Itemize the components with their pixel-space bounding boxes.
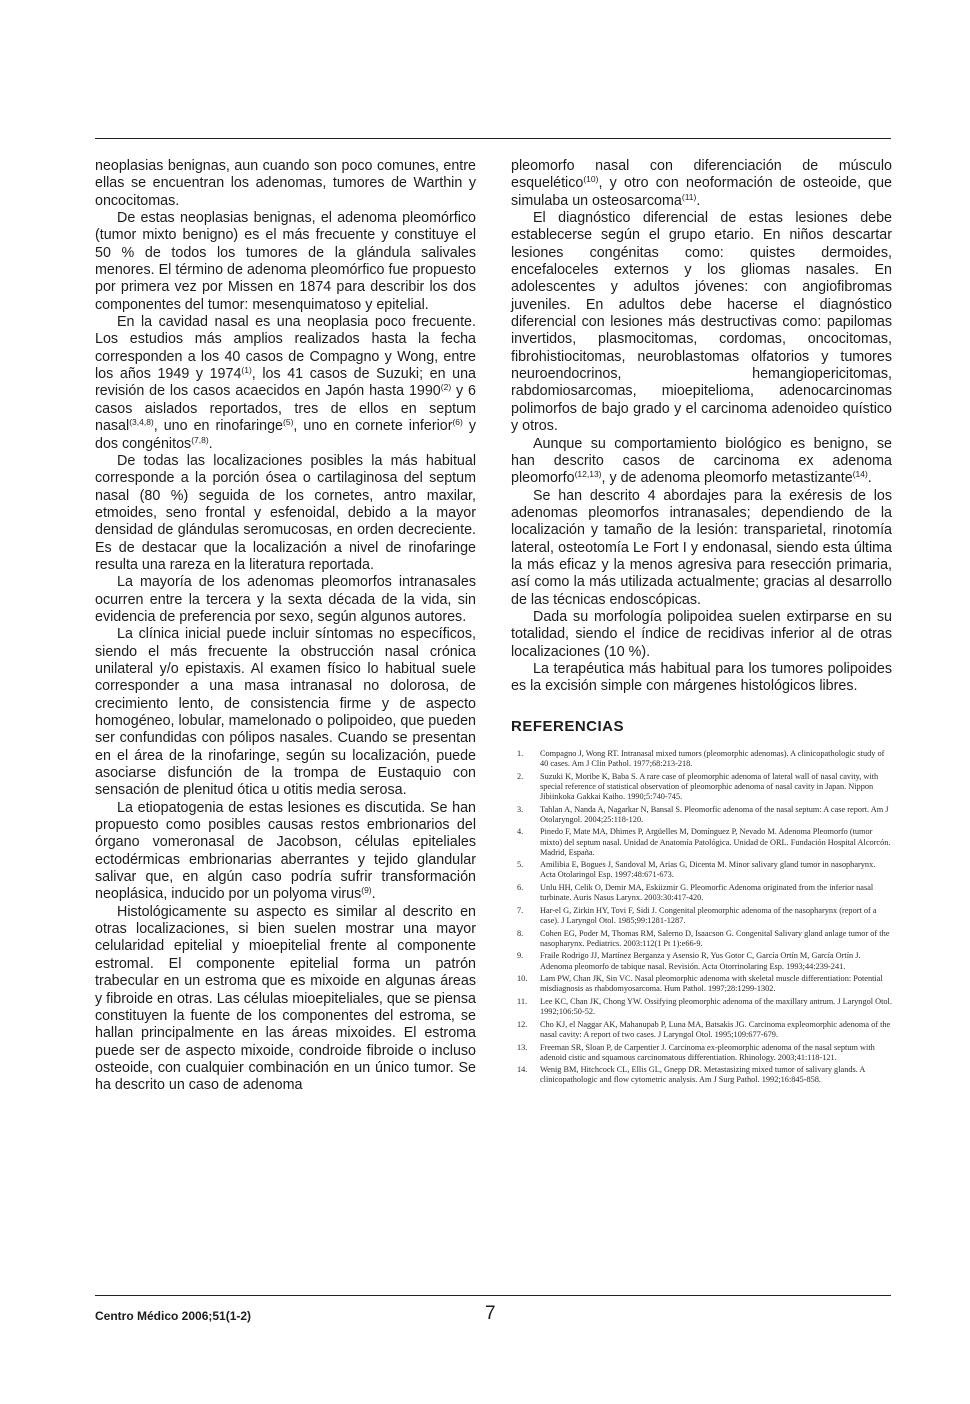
paragraph-text: En la cavidad nasal es una neoplasia poco frecuente. Los estudios más amplios realizados hasta la fecha corresponden a los 40 casos de Compagno y Wong, entre los años 1949 y 1974 <box>95 314 476 383</box>
reference-text: Unlu HH, Celik O, Demir MA, Eskiizmir G. Pleomorfic Adenoma originated from the inferior nasal turbinate. Auris Nasus Larynx. 2003:30:417-420. <box>540 883 874 903</box>
reference-item <box>511 929 892 949</box>
reference-item <box>511 997 892 1017</box>
citation: (1) <box>241 365 252 376</box>
reference-text: Har-el G, Zirkin HY, Tovi F, Sidi J. Congenital pleomorphic adenoma of the nasopharynx (report of a case). J Laryngol Otol. 1985;99:1281-1287. <box>540 905 877 925</box>
right-column <box>511 158 892 1088</box>
paragraph-text: , y otro con neoformación de osteoide, que simulaba un osteosarcoma <box>511 175 892 209</box>
paragraph-text: . <box>371 886 376 903</box>
paragraph-text: , uno en rinofaringe <box>153 418 284 435</box>
reference-item <box>511 860 892 880</box>
paragraph-text: . <box>696 192 701 209</box>
paragraph-text: La etiopatogenia de estas lesiones es discutida. Se han propuesto como posibles causas restos embrionarios del órgano vomeronasal de Jacobson, células epiteliales ectodérmicas embrionarias aberrantes y tejido glandular salivar que, en algún caso podría sufrir transformación neoplásica, inducido por un polyoma virus <box>95 799 476 903</box>
reference-number: 6. <box>517 883 524 893</box>
reference-text: Lam PW, Chan JK, Sin VC. Nasal pleomorphic adenoma with skeletal muscle differentiation: Potential misdiagnosis as rhabdomyosarcoma. Hum Pathol. 1997;28:1299-1302. <box>540 974 883 994</box>
paragraph-text: y 6 casos aislados reportados, tres de ellos en septum nasal <box>95 383 476 435</box>
paragraph-text: y dos congénitos <box>95 418 476 452</box>
reference-number: 1. <box>517 749 524 758</box>
citation: (5) <box>283 417 294 428</box>
paragraph: neoplasias benignas, aun cuando son poco comunes, entre ellas se encuentran los adenomas, tumores de Warthin y oncocitomas. <box>95 158 476 209</box>
paragraph: Histológicamente su aspecto es similar al descrito en otras localizaciones, si bien suelen mostrar una mayor celularidad epitelial y mioepitelial frente al componente estromal. El componente epitelial forma un patrón trabecular en un estroma que es mixoide en algunas áreas y fibroide en otras. Las células mioepiteliales, que se piensa constituyen la fuente de los componentes del estroma, se hallan principalmente en las áreas mixoides. El estroma puede ser de aspecto mixoide, condroide fibroide o incluso osteoide, con cualquier combinación en un único tumor. Se ha descrito un caso de adenoma <box>95 903 476 1094</box>
references-list <box>511 749 892 1086</box>
reference-number: 5. <box>517 860 524 870</box>
paragraph-text: . <box>208 435 213 452</box>
reference-number: 10. <box>517 974 528 984</box>
reference-text: Tahlan A, Nanda A, Nagarkar N, Bansal S. Pleomorfic adenoma of the nasal septum: A case report. Am J Otolaryngol. 2004;25:118-120. <box>540 804 889 824</box>
reference-number: 2. <box>517 771 524 781</box>
reference-number: 8. <box>517 928 524 938</box>
citation: (11) <box>681 191 697 202</box>
reference-number: 14. <box>517 1065 528 1075</box>
reference-item <box>511 906 892 926</box>
reference-item <box>511 772 892 802</box>
citation: (9) <box>361 885 372 896</box>
reference-item <box>511 951 892 971</box>
paragraph <box>95 800 476 904</box>
reference-item <box>511 827 892 857</box>
paragraph <box>511 436 892 488</box>
reference-number: 4. <box>517 827 524 837</box>
citation: (14) <box>852 469 868 480</box>
bottom-rule <box>95 1295 891 1296</box>
citation: (6) <box>452 417 463 428</box>
paragraph: Dada su morfología polipoidea suelen extirparse en su totalidad, siendo el índice de recidivas inferior al de otras localizaciones (10 %). <box>511 608 892 660</box>
paragraph-text: , y de adenoma pleomorfo metastizante <box>601 470 853 487</box>
references-heading: REFERENCIAS <box>511 717 625 735</box>
reference-number: 7. <box>517 905 524 915</box>
paragraph-text: . <box>867 470 872 487</box>
reference-item <box>511 883 892 903</box>
reference-text: Compagno J, Wong RT. Intranasal mixed tumors (pleomorphic adenomas). A clinicopathologic study of 40 cases. Am J Clin Pathol. 1977;68:213-218. <box>540 749 885 769</box>
reference-text: Suzuki K, Moribe K, Baba S. A rare case of pleomorphic adenoma of lateral wall of nasal cavity, with special reference of statistical observation of pleomorphic adenoma of nasal cavity in Japan. Nippon Jibiinkoka Gakkai Kaiho. 1990;5:740-745. <box>540 771 879 801</box>
citation: (2) <box>440 382 452 393</box>
paragraph: De todas las localizaciones posibles la más habitual corresponde a la porción ósea o cartilaginosa del septum nasal (80 %) seguida de los cornetes, antro maxilar, etmoides, seno frontal y esfenoidal, debido a la mayor densidad de glándulas seromucosas, en orden decreciente. Es de destacar que la localización a nivel de rinofaringe resulta una rareza en la literatura reportada. <box>95 452 476 573</box>
reference-text: Freeman SR, Sloan P, de Carpentier J. Carcinoma ex-pleomorphic adenoma of the nasal septum with adenoid cistic and squamous carcinomatous differentiation. Rhinology. 2003;41:118-121. <box>540 1042 875 1062</box>
reference-text: Lee KC, Chan JK, Chong YW. Ossifying pleomorphic adenoma of the maxillary antrum. J Laryngol Otol. 1992;106:50-52. <box>540 997 892 1017</box>
reference-number: 3. <box>517 804 524 814</box>
paragraph: La terapéutica más habitual para los tumores polipoides es la excisión simple con márgenes histológicos libres. <box>511 660 892 695</box>
citation: (10) <box>583 174 599 185</box>
left-column <box>95 158 476 1095</box>
paragraph <box>95 314 476 453</box>
paragraph: De estas neoplasias benignas, el adenoma pleomórfico (tumor mixto benigno) es el más frecuente y constituye el 50 % de todos los tumores de la glándula salivales menores. El término de adenoma pleomórfico fue propuesto por primera vez por Missen en 1874 para describir los dos componentes del tumor: mesenquimatoso y epitelial. <box>95 210 476 313</box>
paragraph: La clínica inicial puede incluir síntomas no específicos, siendo el más frecuente la obstrucción nasal crónica unilateral y/o epistaxis. Al examen físico lo habitual suele corresponder a una masa intranasal no dolorosa, de crecimiento lento, de consistencia firme y de aspecto homogéneo, lobular, mamelonado o polipoideo, que pueden ser confundidas con pólipos nasales. Cuando se presentan en el área de la rinofaringe, según su localización, puede asociarse disfunción de la trompa de Eustaquio con sensación de plenitud ótica u otitis media serosa. <box>95 626 476 799</box>
footer-journal-citation: Centro Médico 2006;51(1-2) <box>95 1309 252 1323</box>
reference-text: Cohen EG, Poder M, Thomas RM, Salerno D, Isaacson G. Congenital Salivary gland anlage tumor of the nasopharynx. Pediatrics. 2003:112(1 Pt 1):e66-9. <box>540 928 890 948</box>
reference-item <box>511 974 892 994</box>
reference-text: Amilibia E, Bogues J, Sandoval M, Arias G, Dicenta M. Minor salivary gland tumor in nasopharynx. Acta Otolaringol Esp. 1997:48:671-673. <box>540 860 876 880</box>
paragraph-text: pleomorfo nasal con diferenciación de músculo esquelético <box>511 158 892 192</box>
reference-item <box>511 1043 892 1063</box>
paragraph-text: , los 41 casos de Suzuki; en una revisión de los casos acaecidos en Japón hasta 1990 <box>95 366 476 400</box>
reference-item <box>511 805 892 825</box>
reference-text: Cho KJ, el Naggar AK, Mahanupab P, Luna MA, Batsakis JG. Carcinoma expleomorphic adenoma of the nasal cavity: A report of two cases. J Laryngol Otol. 1995;109:677-679. <box>540 1019 891 1039</box>
reference-item <box>511 1065 892 1085</box>
citation: (12,13) <box>574 469 602 480</box>
reference-item <box>511 1020 892 1040</box>
reference-item <box>511 749 892 769</box>
reference-number: 9. <box>517 951 524 961</box>
paragraph-text: , uno en cornete inferior <box>293 418 453 435</box>
reference-text: Pinedo F, Mate MA, Dhimes P, Argüelles M, Domínguez P, Nevado M. Adenoma Pleomorfo (tumor mixto) del septum nasal. Unidad de Anatomía Patológica. Unidad de ORL. Fundación Hospital Alcorcón. Madrid, España. <box>540 827 891 857</box>
reference-number: 13. <box>517 1042 528 1052</box>
reference-number: 12. <box>517 1019 528 1029</box>
paragraph: La mayoría de los adenomas pleomorfos intranasales ocurren entre la tercera y la sexta década de la vida, sin evidencia de preferencia por sexo, según algunos autores. <box>95 574 476 625</box>
reference-text: Fraile Rodrigo JJ, Martínez Berganza y Asensio R, Yus Gotor C, García Ortín M, García Ortín J. Adenoma pleomorfo de tabique nasal. Revisión. Acta Otorrinolaring Esp. 1993;44:239-241. <box>540 951 861 971</box>
citation: (3,4,8) <box>129 417 154 428</box>
paragraph <box>511 158 892 210</box>
page-number: 7 <box>485 1303 496 1324</box>
paragraph: Se han descrito 4 abordajes para la exéresis de los adenomas pleomorfos intranasales; dependiendo de la localización y tamaño de la lesión: transparietal, rinotomía lateral, osteotomía Le Fort I y endonasal, siendo esta última la más eficaz y la menos agresiva para resección primaria, así como la más utilizada actualmente; gracias al desarrollo de las técnicas endoscópicas. <box>511 487 892 608</box>
top-rule <box>95 138 891 139</box>
paragraph: El diagnóstico diferencial de estas lesiones debe establecerse según el grupo etario. En niños descartar lesiones congénitas como: quistes dermoides, encefaloceles externos y los gliomas nasales. En adolescentes y adultos jóvenes: con angiofibromas juveniles. En adultos debe hacerse el diagnóstico diferencial con lesiones más destructivas como: papilomas invertidos, plasmocitomas, cordomas, oncocitomas, fibrohistiocitomas, neuroblastomas olfatorios y tumores neuroendocrinos, hemangiopericitomas, rabdomiosarcomas, mioepitelioma, adenocarcinomas polimorfos de bajo grado y el carcinoma adenoideo quístico y otros. <box>511 210 892 435</box>
reference-text: Wenig BM, Hitchcock CL, Ellis GL, Gnepp DR. Metastasizing mixed tumor of salivary glands. A clinicopathologic and flow cytometric analysis. Am J Surg Pathol. 1992;16:845-858. <box>540 1065 865 1085</box>
paragraph-text: Aunque su comportamiento biológico es benigno, se han descrito casos de carcinoma ex adenoma pleomorfo <box>511 435 892 487</box>
reference-number: 11. <box>517 997 528 1006</box>
citation: (7,8) <box>191 434 209 445</box>
